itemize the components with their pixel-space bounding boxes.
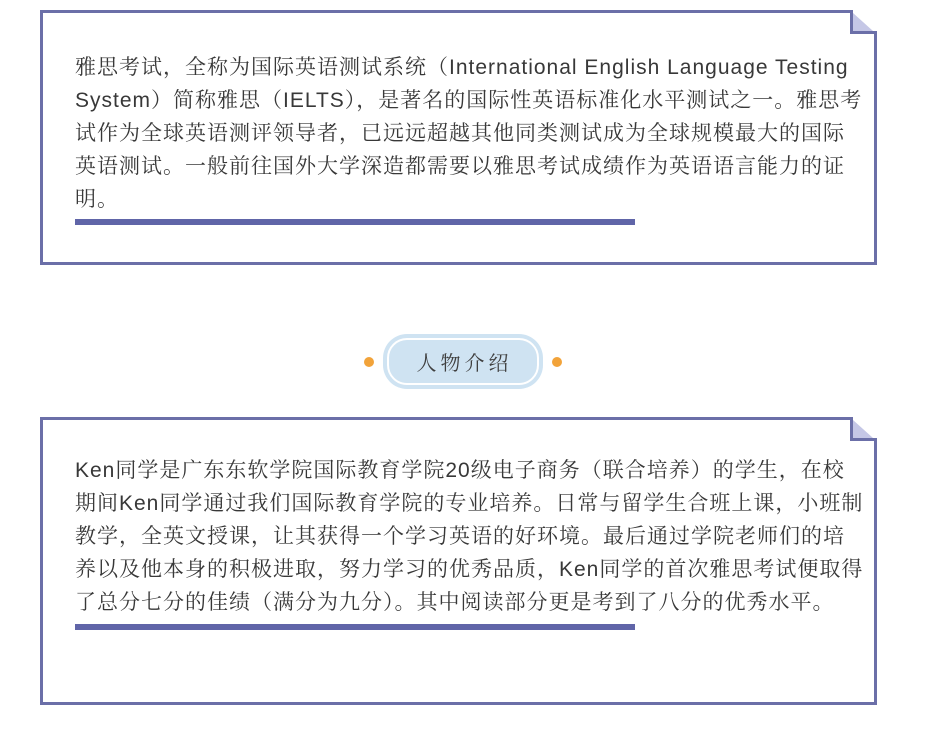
folded-corner-icon: [847, 417, 877, 447]
section-badge-label: 人物介绍: [387, 338, 539, 385]
section-badge: [383, 334, 543, 389]
student-profile-card: [40, 417, 877, 705]
ielts-intro-card: [40, 10, 877, 265]
accent-underline: [75, 219, 635, 225]
ielts-intro-paragraph: 雅思考试，全称为国际英语测试系统（International English Language Testing System）简称雅思（IELTS），是著名的国际性英语标准化水平测试之一。雅思考试作为全球英语测评领导者，已远远超越其他同类测试成为全球规模最大的国际英语测试。一般前往国外大学深造都需要以雅思考试成绩作为英语语言能力的证明。: [75, 56, 863, 211]
folded-corner-icon: [847, 10, 877, 40]
accent-underline: [75, 624, 635, 630]
student-profile-paragraph: Ken同学是广东东软学院国际教育学院20级电子商务（联合培养）的学生，在校期间Ken同学通过我们国际教育学院的专业培养。日常与留学生合班上课，小班制教学，全英文授课，让其获得一个学习英语的好环境。最后通过学院老师们的培养以及他本身的积极进取，努力学习的优秀品质，Ken同学的首次雅思考试便取得了总分七分的佳绩（满分为九分）。其中阅读部分更是考到了八分的优秀水平。: [75, 459, 864, 614]
article-page: [0, 10, 925, 705]
right-dot-icon: [552, 357, 562, 367]
section-header: [0, 338, 925, 385]
left-dot-icon: [364, 357, 374, 367]
